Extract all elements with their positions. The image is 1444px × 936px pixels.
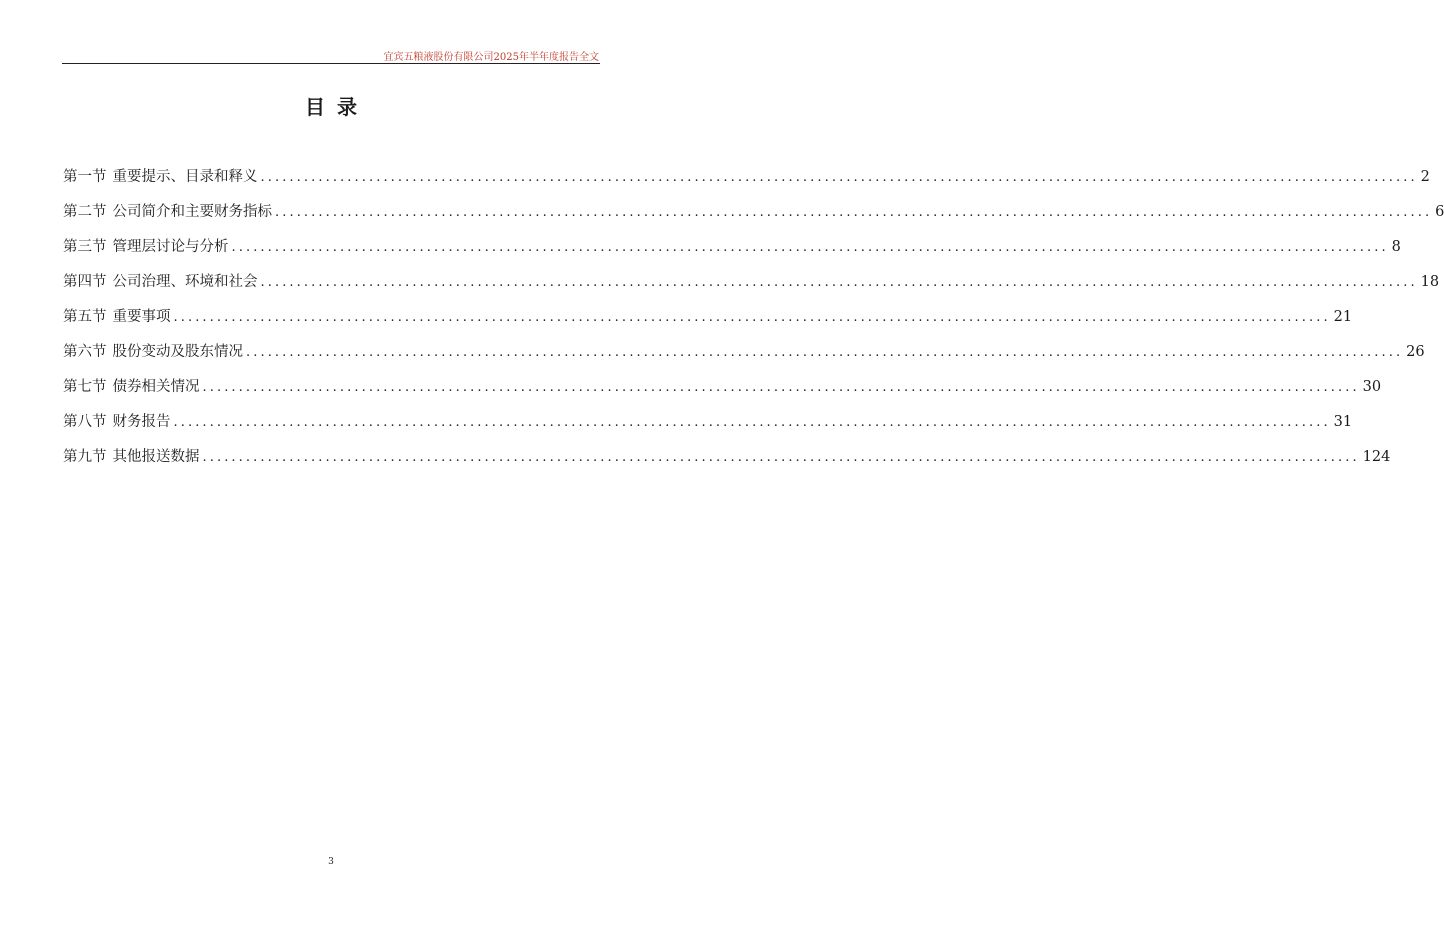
toc-dot-leader: ................................................................................................................................................................ (231, 240, 1389, 255)
toc-section-name: 公司简介和主要财务指标 (112, 204, 272, 220)
toc-section-name: 股份变动及股东情况 (112, 344, 243, 360)
toc-page-number: 31 (1333, 414, 1353, 430)
toc-page-number: 6 (1435, 204, 1444, 220)
toc-heading: 目录 (305, 95, 369, 119)
toc-dot-leader: ................................................................................................................................................................ (173, 310, 1331, 325)
toc-entry-section-4[interactable] (63, 270, 1440, 305)
toc-entry-section-3[interactable] (63, 235, 1401, 270)
toc-section-number: 第一节 (63, 169, 107, 185)
toc-entry-section-5[interactable] (63, 305, 1353, 340)
toc-page-number: 8 (1391, 239, 1401, 255)
toc-dot-leader: ................................................................................................................................................................ (202, 450, 1360, 465)
toc-section-name: 重要提示、目录和释义 (112, 169, 258, 185)
toc-dot-leader: ................................................................................................................................................................ (173, 415, 1331, 430)
toc-section-name: 重要事项 (112, 309, 171, 325)
document-header-title: 宜宾五粮液股份有限公司2025年半年度报告全文 (383, 52, 599, 63)
table-of-contents (63, 165, 1444, 480)
toc-dot-leader: ................................................................................................................................................................ (202, 380, 1360, 395)
toc-dot-leader: ................................................................................................................................................................ (260, 275, 1418, 290)
page-number: 3 (328, 857, 334, 867)
toc-page-number: 18 (1420, 274, 1440, 290)
toc-section-number: 第五节 (63, 309, 107, 325)
toc-section-number: 第六节 (63, 344, 107, 360)
toc-section-name: 公司治理、环境和社会 (112, 274, 258, 290)
toc-section-name: 债券相关情况 (112, 379, 200, 395)
toc-dot-leader: ................................................................................................................................................................ (260, 170, 1418, 185)
toc-entry-section-1[interactable] (63, 165, 1430, 200)
toc-entry-section-8[interactable] (63, 410, 1353, 445)
toc-dot-leader: ................................................................................................................................................................ (275, 205, 1433, 220)
toc-section-number: 第三节 (63, 239, 107, 255)
toc-page-number: 21 (1333, 309, 1353, 325)
toc-entry-section-9[interactable] (63, 445, 1391, 480)
header-divider (62, 63, 600, 64)
toc-section-number: 第八节 (63, 414, 107, 430)
toc-section-name: 管理层讨论与分析 (112, 239, 229, 255)
toc-section-number: 第二节 (63, 204, 107, 220)
toc-page-number: 30 (1362, 379, 1382, 395)
toc-entry-section-6[interactable] (63, 340, 1425, 375)
toc-section-number: 第九节 (63, 449, 107, 465)
toc-entry-section-2[interactable] (63, 200, 1444, 235)
toc-page-number: 124 (1362, 449, 1391, 465)
toc-section-number: 第七节 (63, 379, 107, 395)
toc-entry-section-7[interactable] (63, 375, 1382, 410)
toc-page-number: 26 (1406, 344, 1425, 360)
toc-dot-leader: ................................................................................................................................................................ (246, 345, 1404, 360)
toc-section-name: 其他报送数据 (112, 449, 200, 465)
toc-page-number: 2 (1420, 169, 1430, 185)
toc-section-number: 第四节 (63, 274, 107, 290)
toc-section-name: 财务报告 (112, 414, 171, 430)
